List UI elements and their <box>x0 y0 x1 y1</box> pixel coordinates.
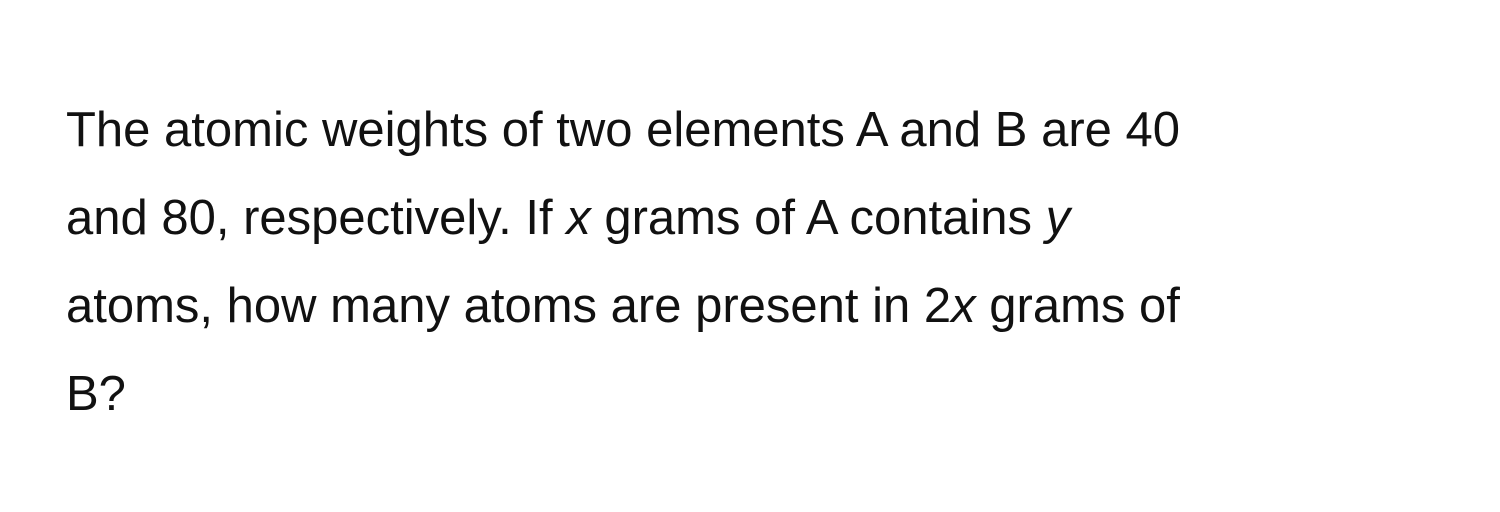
question-line-3 <box>66 276 1180 336</box>
question-line-1 <box>66 100 1180 160</box>
variable-y: y <box>1045 191 1071 245</box>
question-line-4-text: B? <box>66 367 126 421</box>
question-line-2-text-a: and 80, respectively. If <box>66 191 567 245</box>
question-line-3-text-a: atoms, how many atoms are present in 2 <box>66 279 952 333</box>
variable-x-second: x <box>951 279 976 333</box>
variable-x: x <box>566 191 591 245</box>
question-line-1-text: The atomic weights of two elements A and B are 40 <box>66 103 1181 157</box>
question-line-4 <box>66 364 126 424</box>
question-line-2-text-b: grams of A contains <box>590 191 1046 245</box>
question-line-2 <box>66 188 1070 248</box>
question-line-3-text-b: grams of <box>975 279 1180 333</box>
